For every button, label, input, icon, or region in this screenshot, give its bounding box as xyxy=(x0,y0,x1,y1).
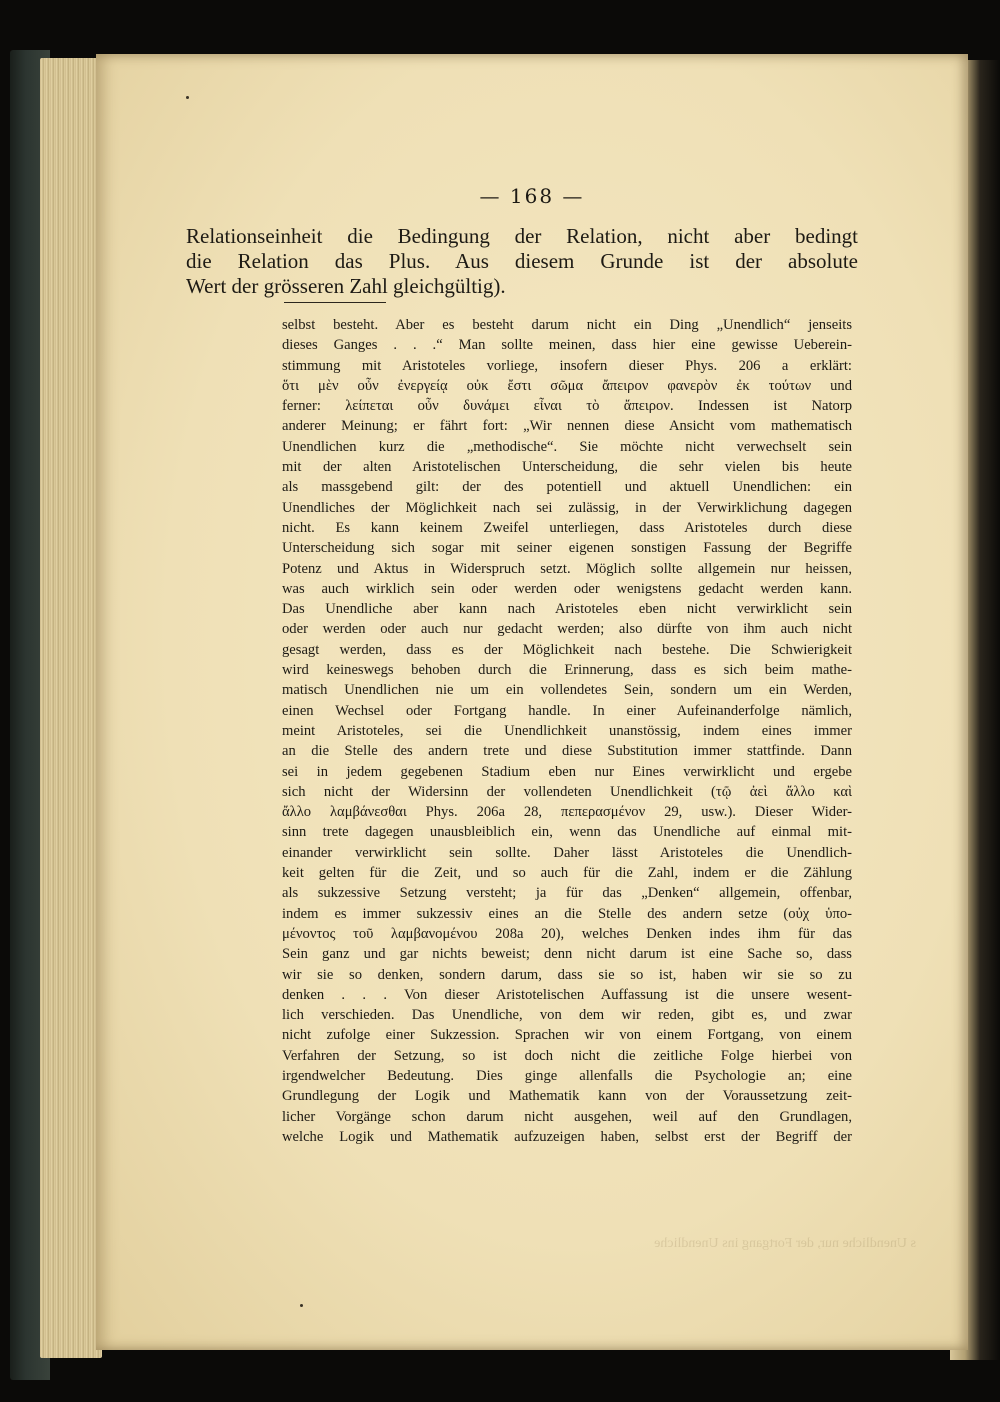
footnote-separator xyxy=(284,302,386,303)
footnote-line: Verfahren der Setzung, so ist doch nicht die zeitliche Folge hierbei von xyxy=(282,1047,852,1064)
footnote-line: Grundlegung der Logik und Mathematik kann von der Voraussetzung zeit- xyxy=(282,1088,852,1105)
footnote-line: nicht. Es kann keinem Zweifel unterliegen, dass Aristoteles durch diese xyxy=(282,519,852,536)
footnote-line: matisch Unendlichen nie um ein vollendetes Sein, sondern um ein Werden, xyxy=(282,682,852,699)
footnote-line: welche Logik und Mathematik aufzuzeigen haben, selbst erst der Begriff der xyxy=(282,1128,852,1145)
footnote-line: lich verschieden. Das Unendliche, von dem wir reden, gibt es, und zwar xyxy=(282,1007,852,1024)
footnote-line: stimmung mit Aristoteles vorliege, insofern dieser Phys. 206 a erklärt: xyxy=(282,357,852,374)
footnote-line: als massgebend gilt: der des potentiell und aktuell Unendlichen: ein xyxy=(282,479,852,496)
footnote-line: licher Vorgänge schon darum nicht ausgehen, weil auf den Grundlagen, xyxy=(282,1108,852,1125)
main-text xyxy=(186,224,858,299)
footnote-line: wir sie so denken, sondern darum, dass sie so ist, haben wir sie so zu xyxy=(282,966,852,983)
scan-speck xyxy=(300,1304,303,1307)
footnote-line: sinn trete dagegen unausbleiblich ein, wenn das Unendliche auf einmal mit- xyxy=(282,824,852,841)
main-text-line: Relationseinheit die Bedingung der Relation, nicht aber bedingt xyxy=(186,224,858,248)
footnote-line: gesagt werden, dass es der Möglichkeit nach bestehe. Die Schwierigkeit xyxy=(282,641,852,658)
page-number: — 168 — xyxy=(479,184,585,208)
footnote-line: Unterscheidung sich sogar mit seiner eigenen sonstigen Fassung der Begriffe xyxy=(282,540,852,557)
footnote-line: ἄλλο λαμβάνεσθαι Phys. 206a 28, πεπερασμένον 29, usw.). Dieser Wider- xyxy=(282,804,852,821)
footnote-line: Potenz und Aktus in Widerspruch setzt. Möglich sollte allgemein nur heissen, xyxy=(282,560,852,577)
footnote-line: μένοντος τοῦ λαμβανομένου 208a 20), welches Denken indes ihm für das xyxy=(282,925,852,942)
footnote-line: nicht zufolge einer Sukzession. Sprachen wir von einem Fortgang, von einem xyxy=(282,1027,852,1044)
footnote-line: denken . . . Von dieser Aristotelischen Auffassung ist die unsere wesent- xyxy=(282,986,852,1003)
footnote-line: oder werden oder auch nur gedacht werden; also dürfte von ihm auch nicht xyxy=(282,621,852,638)
footnote-line: anderer Meinung; er fährt fort: „Wir nennen diese Ansicht vom mathematisch xyxy=(282,418,852,435)
footnote-line: einen Wechsel oder Fortgang handle. In einer Aufeinanderfolge nämlich, xyxy=(282,702,852,719)
footnote-line: Sein ganz und gar nichts beweist; denn nicht darum ist eine Sache so, dass xyxy=(282,946,852,963)
bleed-through-text: s Unendliche nur, der Fortgang ins Unendliche xyxy=(654,1236,916,1251)
footnote-line: einander verwirklicht sein sollte. Daher lässt Aristoteles die Unendlich- xyxy=(282,844,852,861)
footnote-line: sich nicht der Widersinn der vollendeten Unendlichkeit (τῷ ἀεὶ ἄλλο καὶ xyxy=(282,783,852,800)
footnote-line: an die Stelle des andern trete und diese Substitution immer stattfinde. Dann xyxy=(282,743,852,760)
footnote-line: Das Unendliche aber kann nach Aristoteles eben nicht verwirklicht sein xyxy=(282,601,852,618)
footnote-line: sei in jedem gegebenen Stadium eben nur Eines verwirklicht und ergebe xyxy=(282,763,852,780)
footnote-line: wird keineswegs behoben durch die Erinnerung, dass es sich beim mathe- xyxy=(282,662,852,679)
footnote-line: als sukzessive Setzung versteht; ja für das „Denken“ allgemein, offenbar, xyxy=(282,885,852,902)
footnote-line: dieses Ganges . . .“ Man sollte meinen, dass hier eine gewisse Ueberein- xyxy=(282,337,852,354)
footnote-line: meint Aristoteles, sei die Unendlichkeit unanstössig, indem eines immer xyxy=(282,722,852,739)
footnote-line: ferner: λείπεται οὖν δυνάμει εἶναι τὸ ἄπειρον. Indessen ist Natorp xyxy=(282,398,852,415)
footnote xyxy=(282,315,852,1147)
page-stack-edge xyxy=(40,58,102,1358)
footnote-line: mit der alten Aristotelischen Unterscheidung, die sehr vielen bis heute xyxy=(282,459,852,476)
footnote-line: indem es immer sukzessiv eines an die Stelle des andern setze (οὐχ ὑπο- xyxy=(282,905,852,922)
footnote-line: Unendliches der Möglichkeit nach sei zulässig, in der Verwirklichung dagegen xyxy=(282,499,852,516)
footnote-line: irgendwelcher Bedeutung. Dies ginge allenfalls die Psychologie an; eine xyxy=(282,1067,852,1084)
footnote-line: ὅτι μὲν οὖν ἐνεργείᾳ οὐκ ἔστι σῶμα ἄπειρον φανερὸν ἐκ τούτων und xyxy=(282,377,852,394)
footnote-line: Unendlichen kurz die „methodische“. Sie möchte nicht verwechselt sein xyxy=(282,438,852,455)
main-text-line: die Relation das Plus. Aus diesem Grunde ist der absolute xyxy=(186,249,858,273)
main-text-line: Wert der grösseren Zahl gleichgültig). xyxy=(186,274,506,298)
footnote-line: keit gelten für die Zeit, und so auch für die Zahl, indem er die Zählung xyxy=(282,865,852,882)
footnote-line: selbst besteht. Aber es besteht darum nicht ein Ding „Unendlich“ jenseits xyxy=(282,317,852,333)
scan-speck xyxy=(186,96,189,99)
footnote-line: was auch wirklich sein oder werden oder wenigstens gedacht werden kann. xyxy=(282,580,852,597)
